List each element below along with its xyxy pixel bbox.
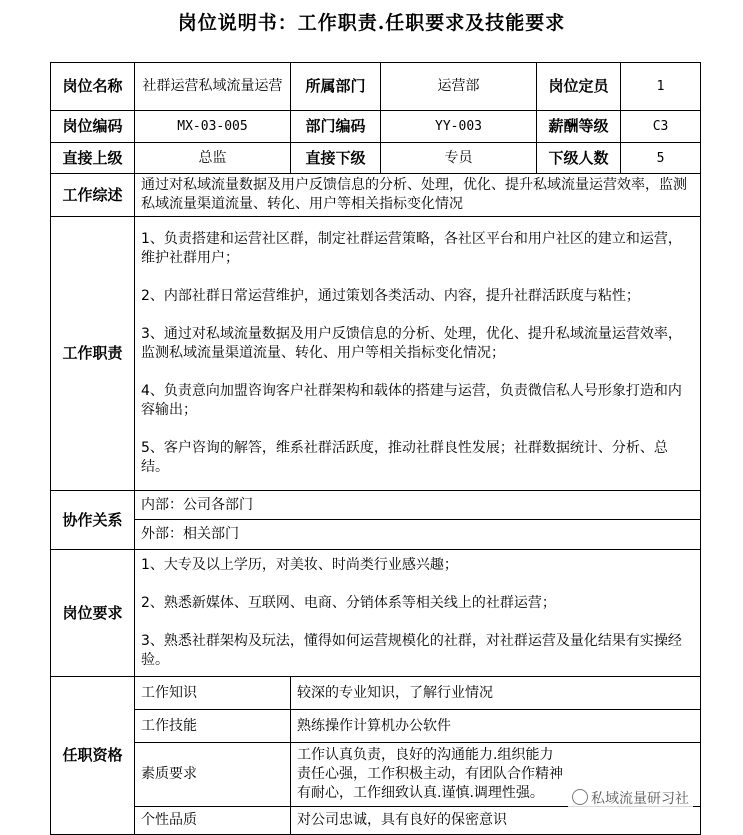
page-title: 岗位说明书：工作职责.任职要求及技能要求 (177, 12, 566, 34)
relations-external: 外部：相关部门 (135, 520, 701, 550)
qualifications-label: 任职资格 (51, 677, 135, 835)
headcount-value: 1 (621, 63, 701, 111)
duty-item: 5、客户咨询的解答，维系社群活跃度，推动社群良性发展；社群数据统计、分析、总结。 (141, 440, 668, 475)
qualification-name: 工作知识 (135, 677, 291, 710)
qualification-name: 工作技能 (135, 710, 291, 743)
qualification-line: 工作认真负责，良好的沟通能力.组织能力 (297, 747, 554, 763)
duty-item: 1、负责搭建和运营社区群，制定社群运营策略，各社区平台和用户社区的建立和运营，维护社群用户； (141, 231, 682, 266)
duties-label: 工作职责 (51, 217, 135, 491)
relations-internal: 内部：公司各部门 (135, 491, 701, 520)
relations-label: 协作关系 (51, 491, 135, 550)
headcount-label: 岗位定员 (537, 63, 621, 111)
qualification-value: 较深的专业知识，了解行业情况 (291, 677, 701, 710)
summary-label: 工作综述 (51, 174, 135, 217)
header-row-2 (51, 111, 701, 143)
department-value: 运营部 (381, 63, 537, 111)
qualification-value: 对公司忠诚，具有良好的保密意识 (291, 807, 701, 835)
direct-subordinate-label: 直接下级 (291, 143, 381, 174)
requirement-item: 1、大专及以上学历，对美妆、时尚类行业感兴趣； (141, 557, 458, 573)
header-row-3 (51, 143, 701, 174)
watermark-text: 私域流量研习社 (591, 791, 689, 807)
duty-item: 3、通过对私域流量数据及用户反馈信息的分析、处理，优化、提升私域流量运营效率，监测私域流量渠道流量、转化、用户等相关指标变化情况； (141, 326, 682, 361)
salary-grade-value: C3 (621, 111, 701, 143)
qualification-row (51, 710, 701, 743)
requirement-item: 3、熟悉社群架构及玩法，懂得如何运营规模化的社群，对社群运营及量化结果有实操经验。 (141, 633, 682, 668)
requirements-list (135, 550, 701, 677)
direct-superior-value: 总监 (135, 143, 291, 174)
department-code-value: YY-003 (381, 111, 537, 143)
relations-row-internal (51, 491, 701, 520)
qualification-name: 个性品质 (135, 807, 291, 835)
qualification-name: 素质要求 (135, 743, 291, 807)
salary-grade-label: 薪酬等级 (537, 111, 621, 143)
position-code-value: MX-03-005 (135, 111, 291, 143)
requirements-label: 岗位要求 (51, 550, 135, 677)
watermark (568, 786, 693, 810)
duties-list (135, 217, 701, 491)
header-row-1 (51, 63, 701, 111)
position-code-label: 岗位编码 (51, 111, 135, 143)
qualification-row (51, 807, 701, 835)
job-description-table (50, 62, 701, 835)
duties-row (51, 217, 701, 491)
department-code-label: 部门编码 (291, 111, 381, 143)
requirements-row (51, 550, 701, 677)
qualification-value: 熟练操作计算机办公软件 (291, 710, 701, 743)
department-label: 所属部门 (291, 63, 381, 111)
position-name-value: 社群运营私域流量运营 (135, 63, 291, 111)
summary-row (51, 174, 701, 217)
subordinate-count-value: 5 (621, 143, 701, 174)
qualification-line: 有耐心，工作细致认真.谨慎.调理性强。 (297, 785, 544, 801)
position-name-label: 岗位名称 (51, 63, 135, 111)
wechat-icon (572, 789, 588, 805)
requirement-item: 2、熟悉新媒体、互联网、电商、分销体系等相关线上的社群运营； (141, 595, 556, 611)
direct-subordinate-value: 专员 (381, 143, 537, 174)
subordinate-count-label: 下级人数 (537, 143, 621, 174)
qualification-row (51, 677, 701, 710)
relations-row-external (51, 520, 701, 550)
duty-item: 2、内部社群日常运营维护，通过策划各类活动、内容，提升社群活跃度与粘性； (141, 288, 640, 304)
direct-superior-label: 直接上级 (51, 143, 135, 174)
qualification-line: 责任心强，工作积极主动，有团队合作精神 (297, 766, 563, 782)
duty-item: 4、负责意向加盟咨询客户社群架构和载体的搭建与运营，负责微信私人号形象打造和内容输出； (141, 383, 682, 418)
summary-text: 通过对私域流量数据及用户反馈信息的分析、处理，优化、提升私域流量运营效率，监测私域流量渠道流量、转化、用户等相关指标变化情况 (135, 174, 701, 217)
